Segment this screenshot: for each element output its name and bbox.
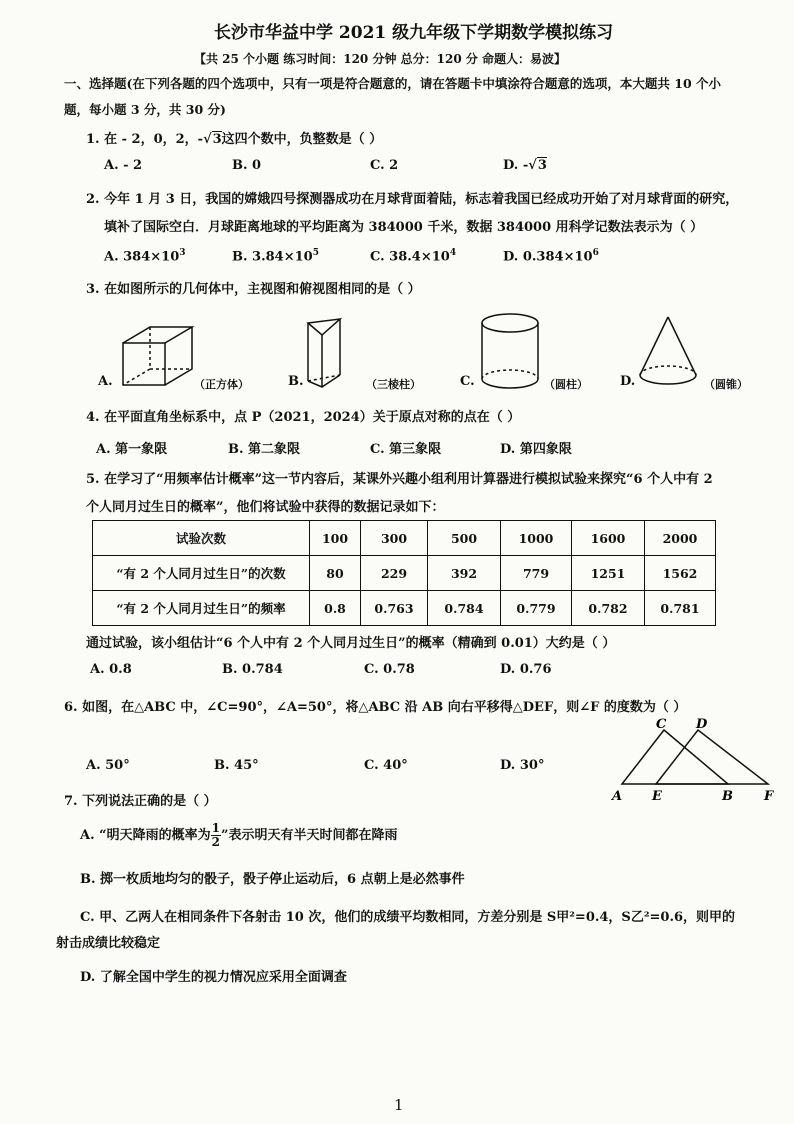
section-heading-line2: 题，每小题 3 分，共 30 分) xyxy=(64,102,226,117)
q1-sqrt-radicand: 3 xyxy=(212,132,222,147)
page-title: 长沙市华益中学 2021 级九年级下学期数学模拟练习 xyxy=(214,23,614,43)
table-cell: 0.779 xyxy=(501,591,572,626)
question-2-line1: 2. 今年 1 月 3 日，我国的嫦娥四号探测器成功在月球背面着陆，标志着我国已经成功开始了对月球背面的研究， xyxy=(86,192,739,207)
question-4-stem: 4. 在平面直角坐标系中，点 P（2021，2024）关于原点对称的点在（ ） xyxy=(86,410,521,425)
question-2-line2: 填补了国际空白．月球距离地球的平均距离为 384000 千米，数据 384000 用科学记数法表示为（ ） xyxy=(104,220,704,235)
question-5-line2: 个人同月过生日的概率”，他们将试验中获得的数据记录如下： xyxy=(86,500,445,515)
table-cell: “有 2 个人同月过生日”的次数 xyxy=(93,556,310,591)
question-6-stem: 6. 如图，在△ABC 中，∠C=90°，∠A=50°，将△ABC 沿 AB 向右平移得△DEF，则∠F 的度数为（ ） xyxy=(64,700,687,715)
cube-figure xyxy=(123,327,192,385)
table-cell: 1562 xyxy=(645,556,716,591)
q3-option-d-letter: D. xyxy=(620,374,636,389)
section-heading-line1: 一、选择题(在下列各题的四个选项中，只有一项是符合题意的，请在答题卡中填涂符合题意的选项，本大题共 10 个小 xyxy=(64,76,722,91)
q7-option-c-line2: 射击成绩比较稳定 xyxy=(56,936,161,951)
question-5-line1: 5. 在学习了“用频率估计概率”这一节内容后，某课外兴趣小组利用计算器进行模拟试验来探究“6 个人中有 2 xyxy=(86,472,713,487)
table-cell: “有 2 个人同月过生日”的频率 xyxy=(93,591,310,626)
label-c: C xyxy=(656,717,667,732)
table-cell: 1000 xyxy=(501,521,572,556)
q6-option-b: B. 45° xyxy=(214,758,259,773)
page-number: 1 xyxy=(394,1096,404,1114)
label-d: D xyxy=(696,717,708,732)
q1-stem-part-a: 1. 在 - 2，0，2，- xyxy=(86,132,204,147)
triangular-prism-figure xyxy=(308,319,340,387)
q4-option-c: C. 第三象限 xyxy=(370,442,442,457)
table-cell: 392 xyxy=(428,556,501,591)
table-cell: 0.8 xyxy=(310,591,361,626)
q1-option-b: B. 0 xyxy=(232,158,262,173)
label-b: B xyxy=(722,789,733,804)
q6-triangle-figure xyxy=(600,712,790,812)
q5-option-c: C. 0.78 xyxy=(364,662,415,677)
q3-option-b-letter: B. xyxy=(288,374,304,389)
label-e: E xyxy=(652,789,662,804)
q7-option-c-line1: C. 甲、乙两人在相同条件下各射击 10 次，他们的成绩平均数相同，方差分别是 S甲²=0.4，S乙²=0.6，则甲的 xyxy=(80,910,736,925)
fraction-one-half: $\frac{1}{2}$ xyxy=(211,821,220,849)
table-cell: 779 xyxy=(501,556,572,591)
table-cell: 试验次数 xyxy=(93,521,310,556)
q3-option-b-name: （三棱柱） xyxy=(366,378,421,391)
q4-option-d: D. 第四象限 xyxy=(500,442,572,457)
q6-option-c: C. 40° xyxy=(364,758,408,773)
cylinder-figure xyxy=(482,314,538,388)
q5-data-table xyxy=(92,520,716,626)
exam-info: 【共 25 个小题 练习时间：120 分钟 总分：120 分 命题人：易波】 xyxy=(194,52,567,66)
triangle-abc xyxy=(622,730,728,784)
q5-option-d: D. 0.76 xyxy=(500,662,552,677)
cone-figure xyxy=(640,317,696,384)
question-3-stem: 3. 在如图所示的几何体中，主视图和俯视图相同的是（ ） xyxy=(86,282,421,297)
table-row xyxy=(93,591,716,626)
q4-option-a: A. 第一象限 xyxy=(96,442,168,457)
table-cell: 80 xyxy=(310,556,361,591)
table-cell: 0.763 xyxy=(361,591,428,626)
q2-option-d: D. $0.384\times 10^6$ xyxy=(503,248,599,265)
table-cell: 500 xyxy=(428,521,501,556)
q3-option-a-letter: A. xyxy=(98,374,113,389)
table-cell: 2000 xyxy=(645,521,716,556)
q1-stem-part-b: 这四个数中，负整数是（ ） xyxy=(221,132,383,147)
q6-option-d: D. 30° xyxy=(500,758,545,773)
question-7-stem: 7. 下列说法正确的是（ ） xyxy=(64,794,217,809)
q7-option-a: A. “明天降雨的概率为 $\frac{1}{2}$ ”表示明天有半天时间都在降雨 xyxy=(80,821,398,849)
table-cell: 0.784 xyxy=(428,591,501,626)
q3-option-a-name: （正方体） xyxy=(194,378,249,391)
label-f: F xyxy=(764,789,774,804)
q2-option-a: A. $384\times 10^3$ xyxy=(104,248,186,265)
q2-option-b: B. $3.84\times 10^5$ xyxy=(232,248,319,265)
q5-option-a: A. 0.8 xyxy=(90,662,132,677)
q7-option-b: B. 掷一枚质地均匀的骰子，骰子停止运动后，6 点朝上是必然事件 xyxy=(80,872,465,887)
label-a: A xyxy=(612,789,623,804)
table-cell: 0.781 xyxy=(645,591,716,626)
q1-option-c: C. 2 xyxy=(370,158,399,173)
table-cell: 100 xyxy=(310,521,361,556)
table-cell: 1251 xyxy=(572,556,645,591)
table-cell: 0.782 xyxy=(572,591,645,626)
q3-option-d-name: （圆锥） xyxy=(704,378,748,391)
q5-option-b: B. 0.784 xyxy=(222,662,283,677)
q1-option-a: A. - 2 xyxy=(104,158,143,173)
q3-option-c-name: （圆柱） xyxy=(544,378,588,391)
q2-option-c: C. $38.4\times 10^4$ xyxy=(370,248,457,265)
question-5-after: 通过试验，该小组估计“6 个人中有 2 个人同月过生日”的概率（精确到 0.01）大约是（ ） xyxy=(86,636,616,651)
q6-option-a: A. 50° xyxy=(86,758,130,773)
table-row xyxy=(93,556,716,591)
table-row xyxy=(93,521,716,556)
q1-option-d: D. -√3 xyxy=(503,158,547,173)
table-cell: 229 xyxy=(361,556,428,591)
q7-option-d: D. 了解全国中学生的视力情况应采用全面调查 xyxy=(80,970,347,985)
table-cell: 1600 xyxy=(572,521,645,556)
q3-option-c-letter: C. xyxy=(460,374,475,389)
question-1-stem: 1. 在 - 2，0，2，-√3这四个数中，负整数是（ ） xyxy=(86,132,383,147)
q4-option-b: B. 第二象限 xyxy=(228,442,301,457)
table-cell: 300 xyxy=(361,521,428,556)
